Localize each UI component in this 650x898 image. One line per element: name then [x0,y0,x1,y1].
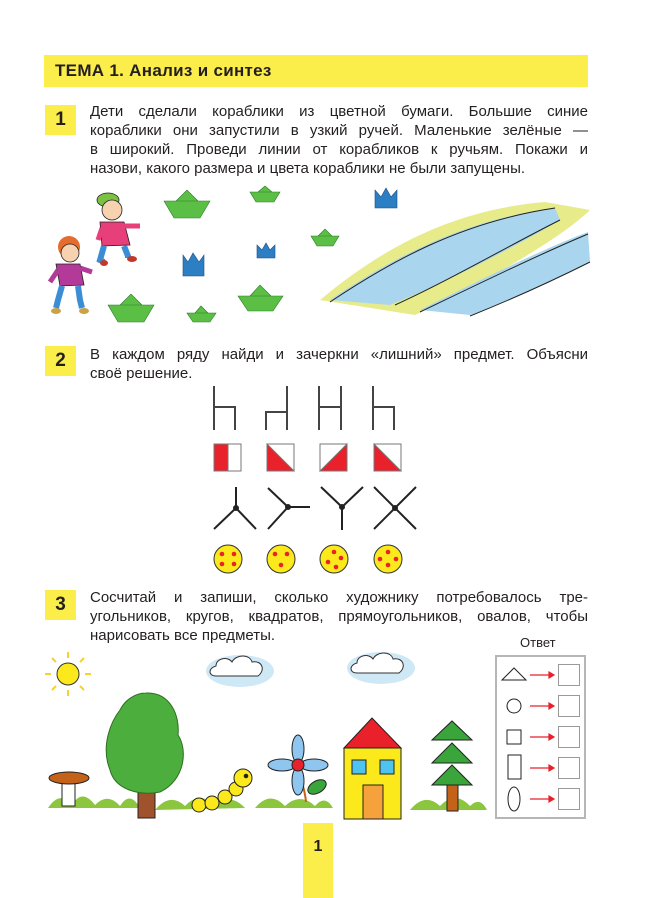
task-2-line: В каждом ряду найди и зачеркни «лишний» предмет. Объясни [90,346,588,363]
task-1-line: кораблики они запустили в узкий ручей. Маленькие зелёные — [90,122,588,139]
triangle-icon [502,668,526,680]
flower-figure [268,735,329,802]
task-1-line: в широкий. Проведи линии от корабликов к ручьям. Покажи и [90,141,588,158]
task-2-number: 2 [45,346,76,376]
answer-input-squares[interactable] [558,726,580,748]
task-3-line: Сосчитай и запиши, сколько художнику потребовалось тре- [90,589,588,606]
page-number: 1 [313,838,323,855]
rectangle-icon [508,755,521,779]
answer-label: Ответ [520,635,556,650]
square-icon [507,730,521,744]
answer-input-rectangles[interactable] [558,757,580,779]
grass-strip [48,797,487,811]
cloud-icon [347,652,415,684]
task-3-number: 3 [45,590,76,620]
answer-panel [495,655,586,819]
task-2-line: своё решение. [90,365,193,382]
topic-title: ТЕМА 1. Анализ и синтез [55,61,272,80]
task-1-line: назови, какого размера и цвета кораблики не были запущены. [90,160,526,177]
answer-input-circles[interactable] [558,695,580,717]
task-3-line: угольников, кругов, квадратов, прямоугольников, овалов, чтобы [90,608,588,625]
arrow-icons [530,672,554,802]
page-number-tab [303,823,333,898]
house-figure [344,718,401,819]
circle-icon [507,699,521,713]
answer-input-ovals[interactable] [558,788,580,810]
tree-figure [106,693,183,818]
task-3-line: нарисовать все предметы. [90,627,276,644]
oval-icon [508,787,520,811]
sun-icon [45,652,91,696]
task-1-line: Дети сделали кораблики из цветной бумаги. Большие синие [90,103,588,120]
answer-input-triangles[interactable] [558,664,580,686]
cloud-icon [206,655,274,687]
task-1-number: 1 [45,105,76,135]
fir-tree-figure [432,721,472,811]
